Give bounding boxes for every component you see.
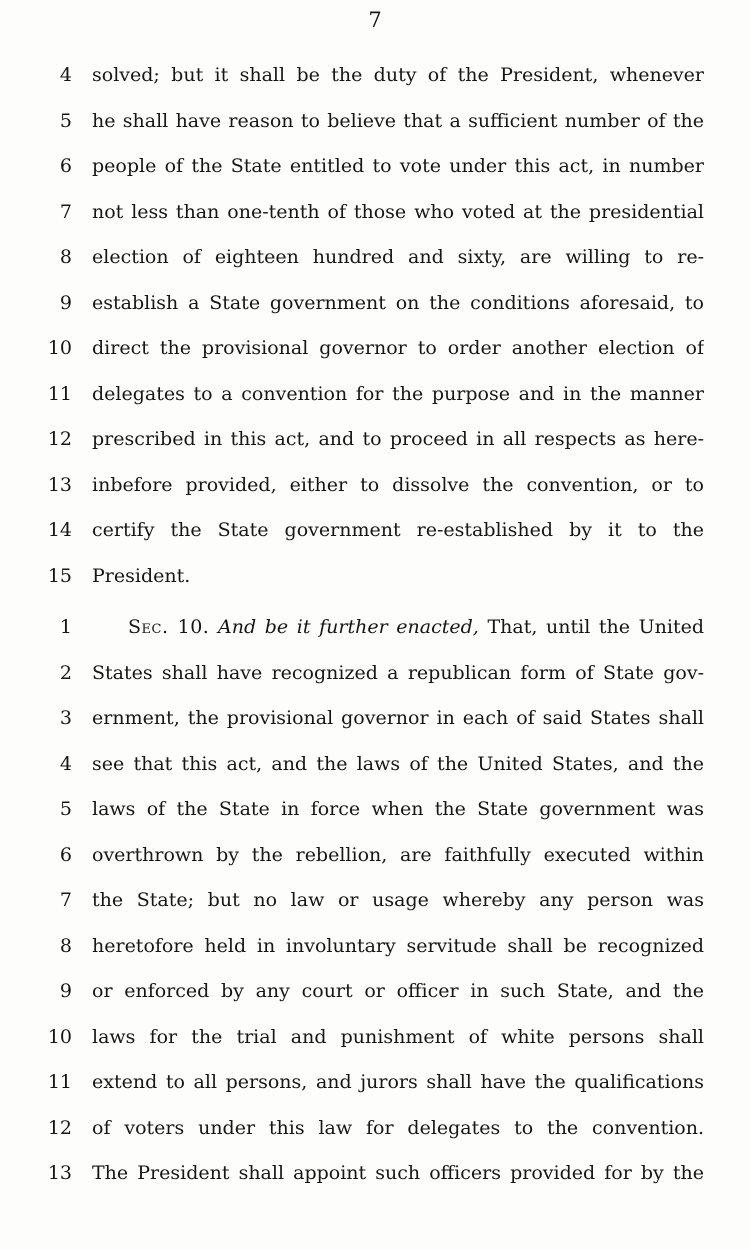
line-text: he shall have reason to believe that a sufficient number of the	[92, 109, 704, 132]
text-line	[36, 833, 704, 879]
line-number: 4	[59, 64, 72, 86]
line-number: 12	[47, 1116, 72, 1139]
line-text: certify the State government re-established by it to the	[92, 519, 704, 541]
line-text: laws of the State in force when the State government was	[92, 798, 704, 820]
text-line	[36, 924, 704, 970]
line-number: 8	[59, 934, 72, 957]
line-text: not less than one-tenth of those who voted at the presidential	[92, 200, 704, 223]
line-number: 7	[59, 889, 72, 911]
line-number: 9	[59, 291, 72, 314]
line-text: inbefore provided, either to dissolve the convention, or to	[92, 473, 704, 496]
line-number: 4	[59, 752, 72, 775]
text-line	[36, 969, 704, 1015]
text-line	[36, 742, 704, 788]
line-text: election of eighteen hundred and sixty, are willing to re-	[92, 246, 704, 268]
line-number: 1	[59, 616, 72, 638]
line-number: 8	[59, 246, 72, 268]
text-line	[36, 1106, 704, 1152]
line-text: States shall have recognized a republican form of State gov-	[92, 661, 704, 684]
line-number: 15	[47, 564, 72, 587]
line-text: The President shall appoint such officers provided for by the	[92, 1162, 704, 1184]
line-text: the State; but no law or usage whereby any person was	[92, 889, 704, 911]
line-number: 6	[59, 155, 72, 177]
line-number: 7	[59, 200, 72, 223]
text-line	[36, 235, 704, 281]
line-text: direct the provisional governor to order another election of	[92, 337, 704, 359]
text-line	[36, 1060, 704, 1106]
line-text: of voters under this law for delegates to the convention.	[92, 1116, 704, 1139]
line-number: 9	[59, 980, 72, 1002]
text-line	[36, 1015, 704, 1061]
text-line	[36, 326, 704, 372]
line-text: President.	[92, 564, 191, 587]
body-text	[36, 53, 704, 1197]
page-number: 7	[368, 8, 382, 32]
line-number: 12	[47, 428, 72, 450]
text-line	[36, 878, 704, 924]
line-text: delegates to a convention for the purpose and in the manner	[92, 382, 704, 405]
line-text: prescribed in this act, and to proceed in all respects as here-	[92, 428, 704, 450]
text-line	[36, 417, 704, 463]
line-number: 13	[47, 473, 72, 496]
line-number: 5	[59, 798, 72, 820]
line-text: see that this act, and the laws of the United States, and the	[92, 752, 704, 775]
text-line	[36, 787, 704, 833]
section-10-heading-line	[36, 605, 704, 651]
text-line	[36, 281, 704, 327]
text-line	[36, 144, 704, 190]
text-line	[36, 554, 704, 600]
text-line	[36, 463, 704, 509]
line-text: heretofore held in involuntary servitude shall be recognized	[92, 934, 704, 957]
line-number: 6	[59, 843, 72, 866]
text-line	[36, 651, 704, 697]
line-text: ernment, the provisional governor in each of said States shall	[92, 707, 704, 729]
line-number: 11	[47, 1071, 72, 1093]
line-number: 10	[47, 337, 72, 359]
line-text: people of the State entitled to vote under this act, in number	[92, 155, 704, 177]
line-number: 5	[59, 109, 72, 132]
line-number: 11	[47, 382, 72, 405]
line-number: 14	[47, 519, 72, 541]
line-number: 10	[47, 1025, 72, 1048]
text-line	[36, 1151, 704, 1197]
enacting-clause: And be it further enacted,	[217, 616, 479, 638]
line-text: extend to all persons, and jurors shall have the qualifications	[92, 1071, 704, 1093]
line-text: establish a State government on the conditions aforesaid, to	[92, 291, 704, 314]
text-line	[36, 99, 704, 145]
line-text: solved; but it shall be the duty of the President, whenever	[92, 64, 704, 86]
text-line	[36, 696, 704, 742]
line-text-rest: That, until the United	[487, 616, 704, 638]
line-text	[92, 605, 704, 651]
section-label: Sec. 10.	[128, 616, 210, 638]
line-number: 2	[59, 661, 72, 684]
line-text: overthrown by the rebellion, are faithfully executed within	[92, 843, 704, 866]
text-line	[36, 508, 704, 554]
line-text: laws for the trial and punishment of white persons shall	[92, 1025, 704, 1048]
text-line	[36, 53, 704, 99]
text-line	[36, 190, 704, 236]
line-number: 13	[47, 1162, 72, 1184]
line-number: 3	[59, 707, 72, 729]
text-line	[36, 372, 704, 418]
line-text: or enforced by any court or officer in such State, and the	[92, 980, 704, 1002]
